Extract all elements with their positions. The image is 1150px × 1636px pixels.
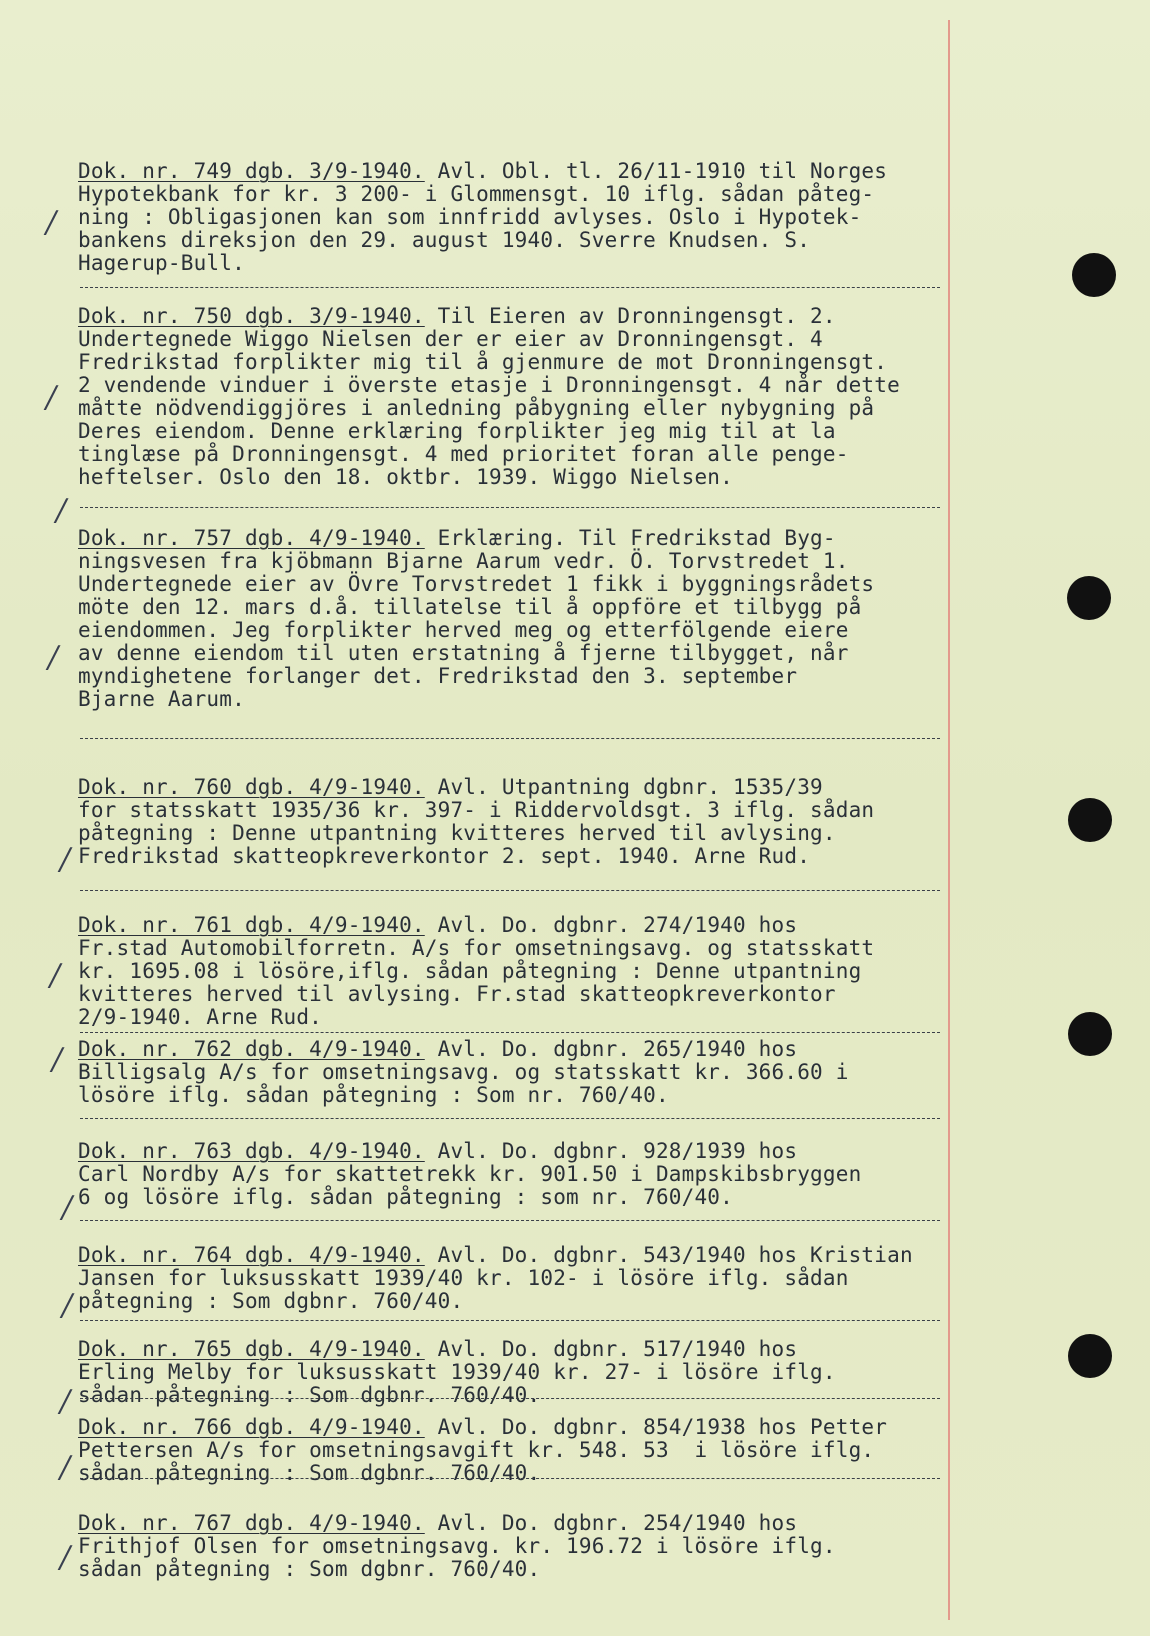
margin-tick-mark: / <box>60 1450 71 1485</box>
entry-text-line <box>78 1084 958 1107</box>
entry-reference: Dok. nr. 763 dgb. 4/9-1940. <box>78 1139 425 1163</box>
entry-text-line <box>78 1535 958 1558</box>
entry-text: myndighetene forlanger det. Fredrikstad den 3. september <box>78 664 798 688</box>
entry-text: kr. 1695.08 i lösöre,iflg. sådan påtegning : Denne utpantning <box>78 959 862 983</box>
entry-text: sådan påtegning : Som dgbnr. 760/40. <box>78 1557 541 1581</box>
entry-text: sådan påtegning : Som dgbnr. 760/40. <box>78 1383 541 1407</box>
entry-text-line <box>78 1462 958 1485</box>
entry-text-line <box>78 642 958 665</box>
entry-text: 2 vendende vinduer i överste etasje i Dronningensgt. 4 når dette <box>78 373 900 397</box>
entry-text-line <box>78 328 958 351</box>
entry-text: ningsvesen fra kjöbmann Bjarne Aarum vedr. Ö. Torvstredet 1. <box>78 549 849 573</box>
entry-header-line <box>78 1038 958 1061</box>
document-entry <box>78 1038 958 1107</box>
entry-header-line <box>78 305 958 328</box>
entry-text: tinglæse på Dronningensgt. 4 med prioritet foran alle penge- <box>78 442 849 466</box>
margin-tick-mark: / <box>56 493 67 528</box>
entry-header-line <box>78 527 958 550</box>
entry-header-line <box>78 914 958 937</box>
entry-text: 6 og lösöre iflg. sådan påtegning : som nr. 760/40. <box>78 1185 733 1209</box>
entry-text: Avl. Do. dgbnr. 543/1940 hos Kristian <box>424 1243 913 1267</box>
entry-text: Bjarne Aarum. <box>78 687 245 711</box>
entry-text: Pettersen A/s for omsetningsavgift kr. 548. 53 i lösöre iflg. <box>78 1438 875 1462</box>
entry-text: Til Eieren av Dronningensgt. 2. <box>424 304 836 328</box>
entry-text: Undertegnede eier av Övre Torvstredet 1 fikk i byggningsrådets <box>78 572 875 596</box>
entry-text-line <box>78 596 958 619</box>
entry-text-line <box>78 665 958 688</box>
entry-header-line <box>78 1512 958 1535</box>
entry-text: Erklæring. Til Fredrikstad Byg- <box>424 526 836 550</box>
entry-text: lösöre iflg. sådan påtegning : Som nr. 760/40. <box>78 1083 669 1107</box>
entry-text-line <box>78 374 958 397</box>
margin-tick-mark: / <box>60 842 71 877</box>
margin-tick-mark: / <box>62 1190 73 1225</box>
separator-line <box>80 738 940 739</box>
entry-text-line <box>78 1361 958 1384</box>
entry-text-line <box>78 1290 958 1313</box>
entry-reference: Dok. nr. 762 dgb. 4/9-1940. <box>78 1037 425 1061</box>
entry-text: påtegning : Som dgbnr. 760/40. <box>78 1289 464 1313</box>
entry-text: kvitteres herved til avlysing. Fr.stad skatteopkreverkontor <box>78 982 836 1006</box>
entry-reference: Dok. nr. 765 dgb. 4/9-1940. <box>78 1337 425 1361</box>
entry-text-line <box>78 229 958 252</box>
margin-tick-mark: / <box>52 1042 63 1077</box>
entry-text: eiendommen. Jeg forplikter herved meg og etterfölgende eiere <box>78 618 849 642</box>
entry-text: Hagerup-Bull. <box>78 251 245 275</box>
punch-hole <box>1068 798 1112 842</box>
entry-text: Avl. Do. dgbnr. 274/1940 hos <box>424 913 798 937</box>
entry-text: ning : Obligasjonen kan som innfridd avlyses. Oslo i Hypotek- <box>78 205 862 229</box>
entry-reference: Dok. nr. 761 dgb. 4/9-1940. <box>78 913 425 937</box>
entry-text-line <box>78 822 958 845</box>
document-entry <box>78 914 958 1029</box>
entry-text-line <box>78 619 958 642</box>
margin-tick-mark: / <box>46 380 57 415</box>
entry-text-line <box>78 960 958 983</box>
entry-text-line <box>78 397 958 420</box>
entry-text-line <box>78 937 958 960</box>
entry-text: Avl. Do. dgbnr. 517/1940 hos <box>424 1337 798 1361</box>
document-entry <box>78 1512 958 1581</box>
entry-reference: Dok. nr. 749 dgb. 3/9-1940. <box>78 159 425 183</box>
margin-tick-mark: / <box>46 205 57 240</box>
entry-text-line <box>78 351 958 374</box>
entry-text: Deres eiendom. Denne erklæring forplikter jeg mig til at la <box>78 419 836 443</box>
entry-text-line <box>78 443 958 466</box>
margin-tick-mark: / <box>60 1384 71 1419</box>
entry-text-line <box>78 845 958 868</box>
entry-text: Undertegnede Wiggo Nielsen der er eier av Dronningensgt. 4 <box>78 327 823 351</box>
entry-text: Avl. Do. dgbnr. 265/1940 hos <box>424 1037 798 1061</box>
entry-text-line <box>78 1061 958 1084</box>
entry-header-line <box>78 1338 958 1361</box>
entry-reference: Dok. nr. 757 dgb. 4/9-1940. <box>78 526 425 550</box>
entry-text-line <box>78 252 958 275</box>
entry-text-line <box>78 1267 958 1290</box>
document-entry <box>78 1140 958 1209</box>
entry-text-line <box>78 799 958 822</box>
separator-line <box>80 1220 940 1221</box>
entry-text-line <box>78 1186 958 1209</box>
separator-line <box>80 507 940 508</box>
entry-text: Avl. Obl. tl. 26/11-1910 til Norges <box>424 159 888 183</box>
entry-text-line <box>78 420 958 443</box>
entry-text: 2/9-1940. Arne Rud. <box>78 1005 323 1029</box>
entry-text-line <box>78 466 958 489</box>
separator-line <box>80 287 940 288</box>
entry-reference: Dok. nr. 750 dgb. 3/9-1940. <box>78 304 425 328</box>
entry-text: Avl. Do. dgbnr. 254/1940 hos <box>424 1511 798 1535</box>
separator-line <box>80 1032 940 1033</box>
document-entry <box>78 527 958 711</box>
entry-text: påtegning : Denne utpantning kvitteres herved til avlysing. <box>78 821 836 845</box>
punch-hole <box>1067 576 1111 620</box>
entry-text: Fr.stad Automobilforretn. A/s for omsetningsavg. og statsskatt <box>78 936 875 960</box>
entry-text: Jansen for luksusskatt 1939/40 kr. 102- i lösöre iflg. sådan <box>78 1266 849 1290</box>
entry-text: sådan påtegning : Som dgbnr. 760/40. <box>78 1461 541 1485</box>
entry-text: Erling Melby for luksusskatt 1939/40 kr. 27- i lösöre iflg. <box>78 1360 836 1384</box>
punch-hole <box>1068 1334 1112 1378</box>
entry-header-line <box>78 1244 958 1267</box>
margin-tick-mark: / <box>50 958 61 993</box>
entry-text-line <box>78 206 958 229</box>
entry-text: Hypotekbank for kr. 3 200- i Glommensgt. 10 iflg. sådan påteg- <box>78 182 875 206</box>
entry-text: for statsskatt 1935/36 kr. 397- i Riddervoldsgt. 3 iflg. sådan <box>78 798 875 822</box>
entry-text-line <box>78 1163 958 1186</box>
entry-text: Billigsalg A/s for omsetningsavg. og statsskatt kr. 366.60 i <box>78 1060 849 1084</box>
entry-text-line <box>78 1558 958 1581</box>
entry-text: Avl. Do. dgbnr. 928/1939 hos <box>424 1139 798 1163</box>
entry-text-line <box>78 1006 958 1029</box>
separator-line <box>80 890 940 891</box>
entry-header-line <box>78 1140 958 1163</box>
entry-header-line <box>78 776 958 799</box>
entry-text: Frithjof Olsen for omsetningsavg. kr. 196.72 i lösöre iflg. <box>78 1534 836 1558</box>
document-entry <box>78 305 958 489</box>
entry-text-line <box>78 983 958 1006</box>
entry-text: Fredrikstad forplikter mig til å gjenmure de mot Dronningensgt. <box>78 350 888 374</box>
margin-tick-mark: / <box>60 1540 71 1575</box>
margin-tick-mark: / <box>48 640 59 675</box>
margin-tick-mark: / <box>62 1288 73 1323</box>
entry-text: måtte nödvendiggjöres i anledning påbygning eller nybygning på <box>78 396 875 420</box>
punch-hole <box>1072 253 1116 297</box>
document-entry <box>78 1244 958 1313</box>
entry-text: heftelser. Oslo den 18. oktbr. 1939. Wiggo Nielsen. <box>78 465 733 489</box>
document-entry <box>78 1416 958 1485</box>
entry-text-line <box>78 1384 958 1407</box>
entry-text: av denne eiendom til uten erstatning å fjerne tilbygget, når <box>78 641 849 665</box>
document-entry <box>78 776 958 868</box>
entry-text-line <box>78 183 958 206</box>
punch-hole <box>1068 1012 1112 1056</box>
separator-line <box>80 1118 940 1119</box>
entry-text-line <box>78 688 958 711</box>
separator-line <box>80 1478 940 1479</box>
entry-header-line <box>78 1416 958 1439</box>
entry-text: bankens direksjon den 29. august 1940. Sverre Knudsen. S. <box>78 228 811 252</box>
entry-text: Fredrikstad skatteopkreverkontor 2. sept. 1940. Arne Rud. <box>78 844 811 868</box>
entry-reference: Dok. nr. 764 dgb. 4/9-1940. <box>78 1243 425 1267</box>
entry-text: möte den 12. mars d.å. tillatelse til å oppföre et tilbygg på <box>78 595 862 619</box>
document-entry <box>78 160 958 275</box>
entry-text-line <box>78 573 958 596</box>
entry-text-line <box>78 1439 958 1462</box>
entry-text: Avl. Utpantning dgbnr. 1535/39 <box>424 775 823 799</box>
entry-reference: Dok. nr. 760 dgb. 4/9-1940. <box>78 775 425 799</box>
entry-text: Avl. Do. dgbnr. 854/1938 hos Petter <box>424 1415 888 1439</box>
separator-line <box>80 1320 940 1321</box>
entry-header-line <box>78 160 958 183</box>
entry-reference: Dok. nr. 766 dgb. 4/9-1940. <box>78 1415 425 1439</box>
entry-text: Carl Nordby A/s for skattetrekk kr. 901.50 i Dampskibsbryggen <box>78 1162 862 1186</box>
document-entry <box>78 1338 958 1407</box>
separator-line <box>80 1398 940 1399</box>
entry-reference: Dok. nr. 767 dgb. 4/9-1940. <box>78 1511 425 1535</box>
entry-text-line <box>78 550 958 573</box>
